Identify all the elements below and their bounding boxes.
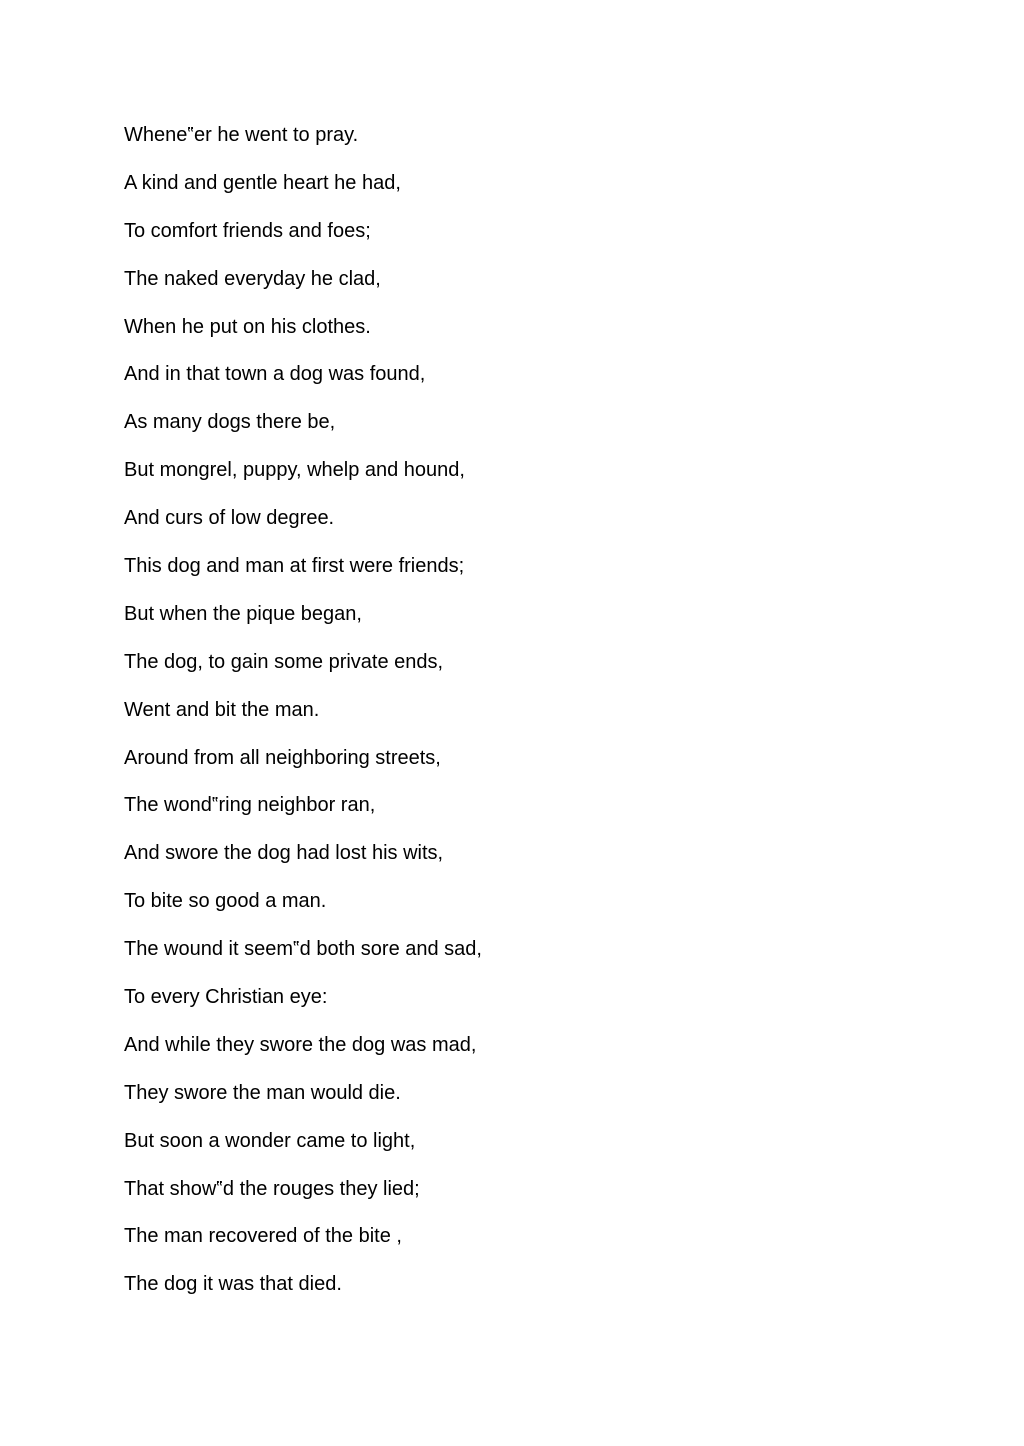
poem-line: And swore the dog had lost his wits,: [124, 842, 444, 865]
poem-line: The naked everyday he clad,: [124, 267, 381, 290]
poem-line: And while they swore the dog was mad,: [124, 1033, 477, 1056]
poem-line: The wound it seem‟d both sore and sad,: [124, 938, 482, 961]
poem-line: But soon a wonder came to light,: [124, 1129, 416, 1152]
poem-line: A kind and gentle heart he had,: [124, 171, 401, 194]
poem-line: They swore the man would die.: [124, 1081, 401, 1104]
poem-line: Went and bit the man.: [124, 698, 320, 721]
poem-line: To bite so good a man.: [124, 890, 327, 913]
poem-line: To comfort friends and foes;: [124, 219, 371, 242]
poem-line: Around from all neighboring streets,: [124, 746, 441, 769]
poem-line: The man recovered of the bite ,: [124, 1225, 402, 1248]
poem-line: Whene‟er he went to pray.: [124, 124, 359, 146]
poem-line: This dog and man at first were friends;: [124, 555, 465, 578]
poem-line: And in that town a dog was found,: [124, 363, 426, 386]
poem-line: As many dogs there be,: [124, 411, 336, 434]
poem-line: To every Christian eye:: [124, 986, 328, 1009]
poem-line: But mongrel, puppy, whelp and hound,: [124, 459, 465, 482]
poem-line: The dog it was that died.: [124, 1273, 342, 1296]
poem-line: But when the pique began,: [124, 602, 362, 625]
poem-line: When he put on his clothes.: [124, 315, 371, 338]
poem-text: [124, 123, 482, 1320]
poem-line: And curs of low degree.: [124, 507, 335, 530]
poem-line: That show‟d the rouges they lied;: [124, 1177, 420, 1200]
poem-line: The wond‟ring neighbor ran,: [124, 794, 376, 817]
poem-line: The dog, to gain some private ends,: [124, 650, 444, 673]
